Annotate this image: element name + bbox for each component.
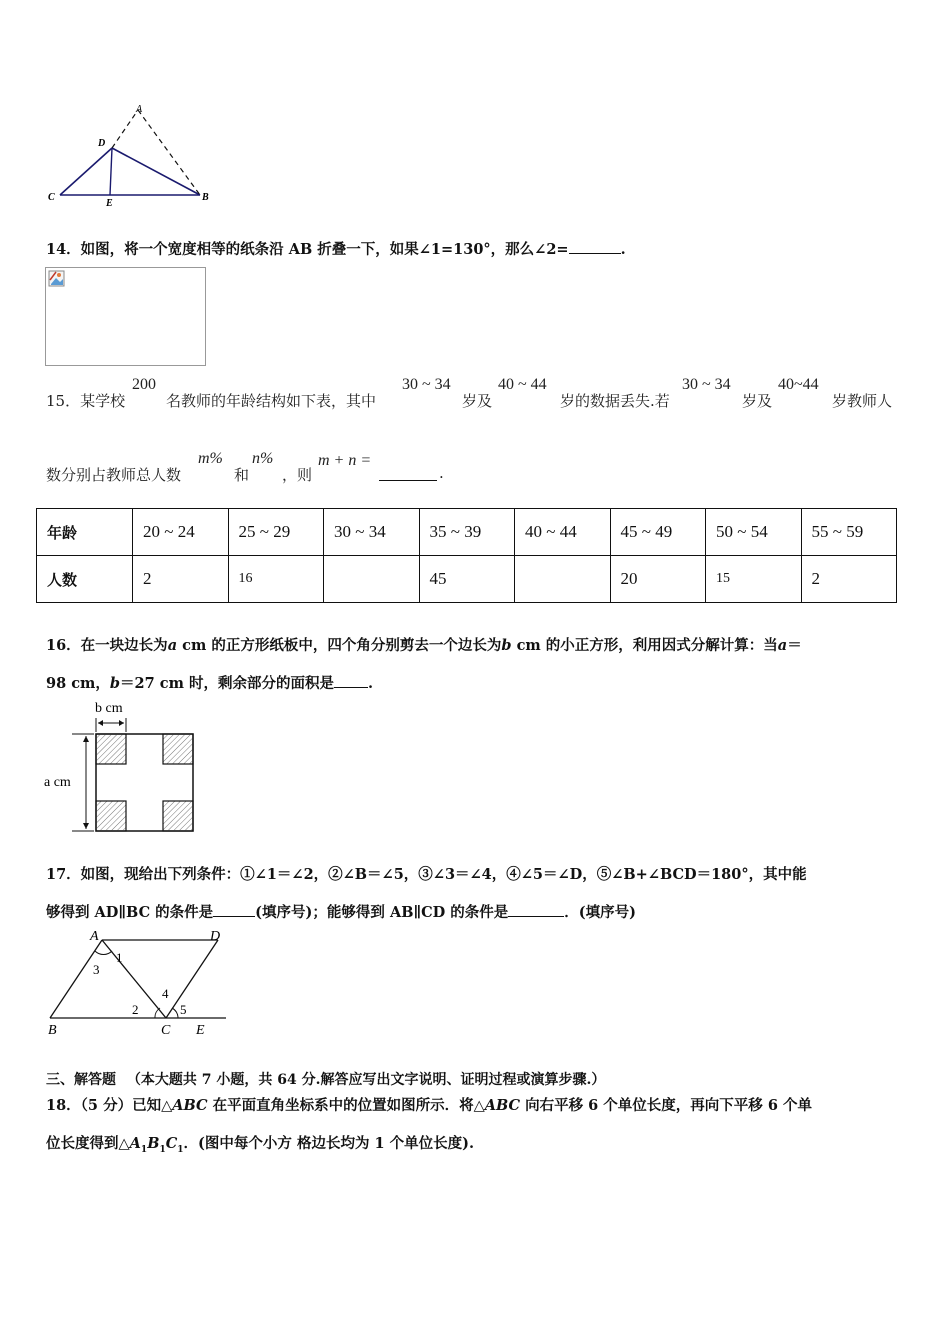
question-15-line2 <box>46 450 546 486</box>
table-row-age <box>37 509 897 556</box>
section-3-header <box>46 1069 605 1089</box>
table-cell: 35 ~ 39 <box>419 509 515 556</box>
image-placeholder <box>45 267 206 366</box>
label-B: B <box>202 192 209 203</box>
parallelogram-figure-17 <box>40 926 230 1041</box>
q18-text: 18．（5 分）已知△ <box>46 1097 173 1114</box>
q18-b1: B <box>147 1135 160 1152</box>
answer-blank <box>213 902 255 917</box>
q15-text2: 岁及 <box>462 392 493 410</box>
q18-a1: A <box>129 1135 141 1152</box>
table-cell <box>324 556 420 603</box>
q18-sub: 1 <box>177 1144 184 1155</box>
q16-text: cm 的小正方形，利用因式分解计算：当 <box>511 637 778 654</box>
answer-blank <box>569 239 621 254</box>
broken-image-icon <box>48 270 66 288</box>
q15-range1: 30 ~ 34 <box>402 376 451 393</box>
q17-text: (填序号)；能够得到 AB∥CD 的条件是 <box>255 904 509 921</box>
table-row-count <box>37 556 897 603</box>
table-cell: 30 ~ 34 <box>324 509 420 556</box>
q18-abc: ABC <box>172 1097 208 1114</box>
q15-teacher-count: 200 <box>132 376 156 393</box>
q15-prefix: 15．某学校 <box>46 392 126 410</box>
q15-text4: 岁及 <box>742 392 773 410</box>
question-14 <box>46 238 626 259</box>
table-cell: 45 <box>419 556 515 603</box>
q16-eq: ＝ <box>787 637 802 654</box>
q15-text5: 岁教师人 <box>832 392 893 410</box>
answer-blank <box>508 902 564 917</box>
q15-range4: 40~44 <box>778 376 819 393</box>
answer-blank <box>334 673 368 688</box>
q16-text: ＝27 cm 时，剩余部分的面积是 <box>120 675 334 692</box>
q18-text: 位长度得到△ <box>46 1135 130 1152</box>
label-E: E <box>196 1023 205 1038</box>
q15-range3: 30 ~ 34 <box>682 376 731 393</box>
q18-text: 向右平移 6 个单位长度，再向下平移 6 个单 <box>520 1097 812 1114</box>
q18-c1: C <box>165 1135 178 1152</box>
angle-1: 1 <box>116 950 123 965</box>
label-D: D <box>98 138 106 149</box>
label-C: C <box>161 1023 171 1038</box>
question-16-line1 <box>46 634 802 655</box>
q18-sub: 1 <box>159 1144 166 1155</box>
table-header-age: 年龄 <box>37 509 133 556</box>
table-cell: 50 ~ 54 <box>706 509 802 556</box>
angle-4: 4 <box>162 986 169 1001</box>
q17-text: ．(填序号) <box>564 904 637 921</box>
table-cell: 20 ~ 24 <box>133 509 229 556</box>
q15-range2: 40 ~ 44 <box>498 376 547 393</box>
question-18-line2 <box>46 1132 474 1155</box>
question-14-end: . <box>620 241 626 258</box>
q15-m-percent: m% <box>198 450 223 467</box>
label-C: C <box>48 192 55 203</box>
question-17-line1: 17．如图，现给出下列条件：①∠1＝∠2，②∠B＝∠5，③∠3＝∠4，④∠5＝∠D，⑤∠B+∠BCD＝180°，其中能 <box>46 866 807 883</box>
question-16-line2 <box>46 672 373 693</box>
angle-3: 3 <box>93 962 100 977</box>
q18-sub: 1 <box>140 1144 148 1155</box>
label-b-cm: b cm <box>95 701 123 716</box>
q16-text: 16．在一块边长为 <box>46 637 168 654</box>
q16-end: . <box>368 675 374 692</box>
q18-abc: ABC <box>484 1097 521 1114</box>
table-cell: 20 <box>610 556 706 603</box>
q15-expression: m + n = <box>318 452 372 469</box>
label-A: A <box>136 104 143 115</box>
q16-var-a: a <box>167 637 178 654</box>
table-cell: 25 ~ 29 <box>228 509 324 556</box>
table-cell: 2 <box>133 556 229 603</box>
question-17-line2 <box>46 901 636 922</box>
q18-text: ．(图中每个小方 格边长均为 1 个单位长度). <box>183 1135 475 1152</box>
table-cell: 2 <box>801 556 897 603</box>
section-description: （本大题共 7 小题，共 64 分.解答应写出文字说明、证明过程或演算步骤.） <box>126 1072 606 1088</box>
square-figure-16 <box>40 698 210 840</box>
q17-text: 够得到 AD∥BC 的条件是 <box>46 904 214 921</box>
table-cell: 55 ~ 59 <box>801 509 897 556</box>
table-cell: 16 <box>228 556 324 603</box>
question-18-line1 <box>46 1094 812 1115</box>
label-D: D <box>210 929 221 944</box>
table-cell: 45 ~ 49 <box>610 509 706 556</box>
q16-var-b: b <box>501 637 512 654</box>
q15-and: 和 <box>234 466 250 484</box>
table-cell <box>515 556 611 603</box>
q15-n-percent: n% <box>252 450 274 467</box>
label-E: E <box>106 198 113 209</box>
q16-text: cm 的正方形纸板中，四个角分别剪去一个边长为 <box>177 637 502 654</box>
q15-text1: 名教师的年龄结构如下表，其中 <box>166 392 377 410</box>
question-15-line1 <box>46 376 906 416</box>
q16-var-a: a <box>777 637 788 654</box>
q18-text: 在平面直角坐标系中的位置如图所示．将△ <box>207 1097 485 1114</box>
triangle-figure-13 <box>40 100 230 210</box>
q16-var-b: b <box>109 675 121 692</box>
q16-text: 98 cm， <box>46 675 110 692</box>
angle-5: 5 <box>180 1002 187 1017</box>
table-header-count: 人数 <box>37 556 133 603</box>
q15-text3: 岁的数据丢失.若 <box>560 392 670 410</box>
section-title: 三、解答题 <box>46 1072 116 1088</box>
age-table <box>36 508 897 603</box>
q15-line2-text: 数分别占教师总人数 <box>46 466 182 484</box>
label-a-cm: a cm <box>44 775 71 790</box>
label-B: B <box>48 1023 57 1038</box>
answer-blank <box>379 466 437 481</box>
question-14-text: 14．如图，将一个宽度相等的纸条沿 AB 折叠一下，如果∠1=130°，那么∠2= <box>46 241 569 258</box>
table-cell: 15 <box>706 556 802 603</box>
label-A: A <box>90 929 99 944</box>
table-cell: 40 ~ 44 <box>515 509 611 556</box>
q15-end: . <box>439 464 444 482</box>
angle-2: 2 <box>132 1002 139 1017</box>
q15-then: ，则 <box>282 466 313 484</box>
